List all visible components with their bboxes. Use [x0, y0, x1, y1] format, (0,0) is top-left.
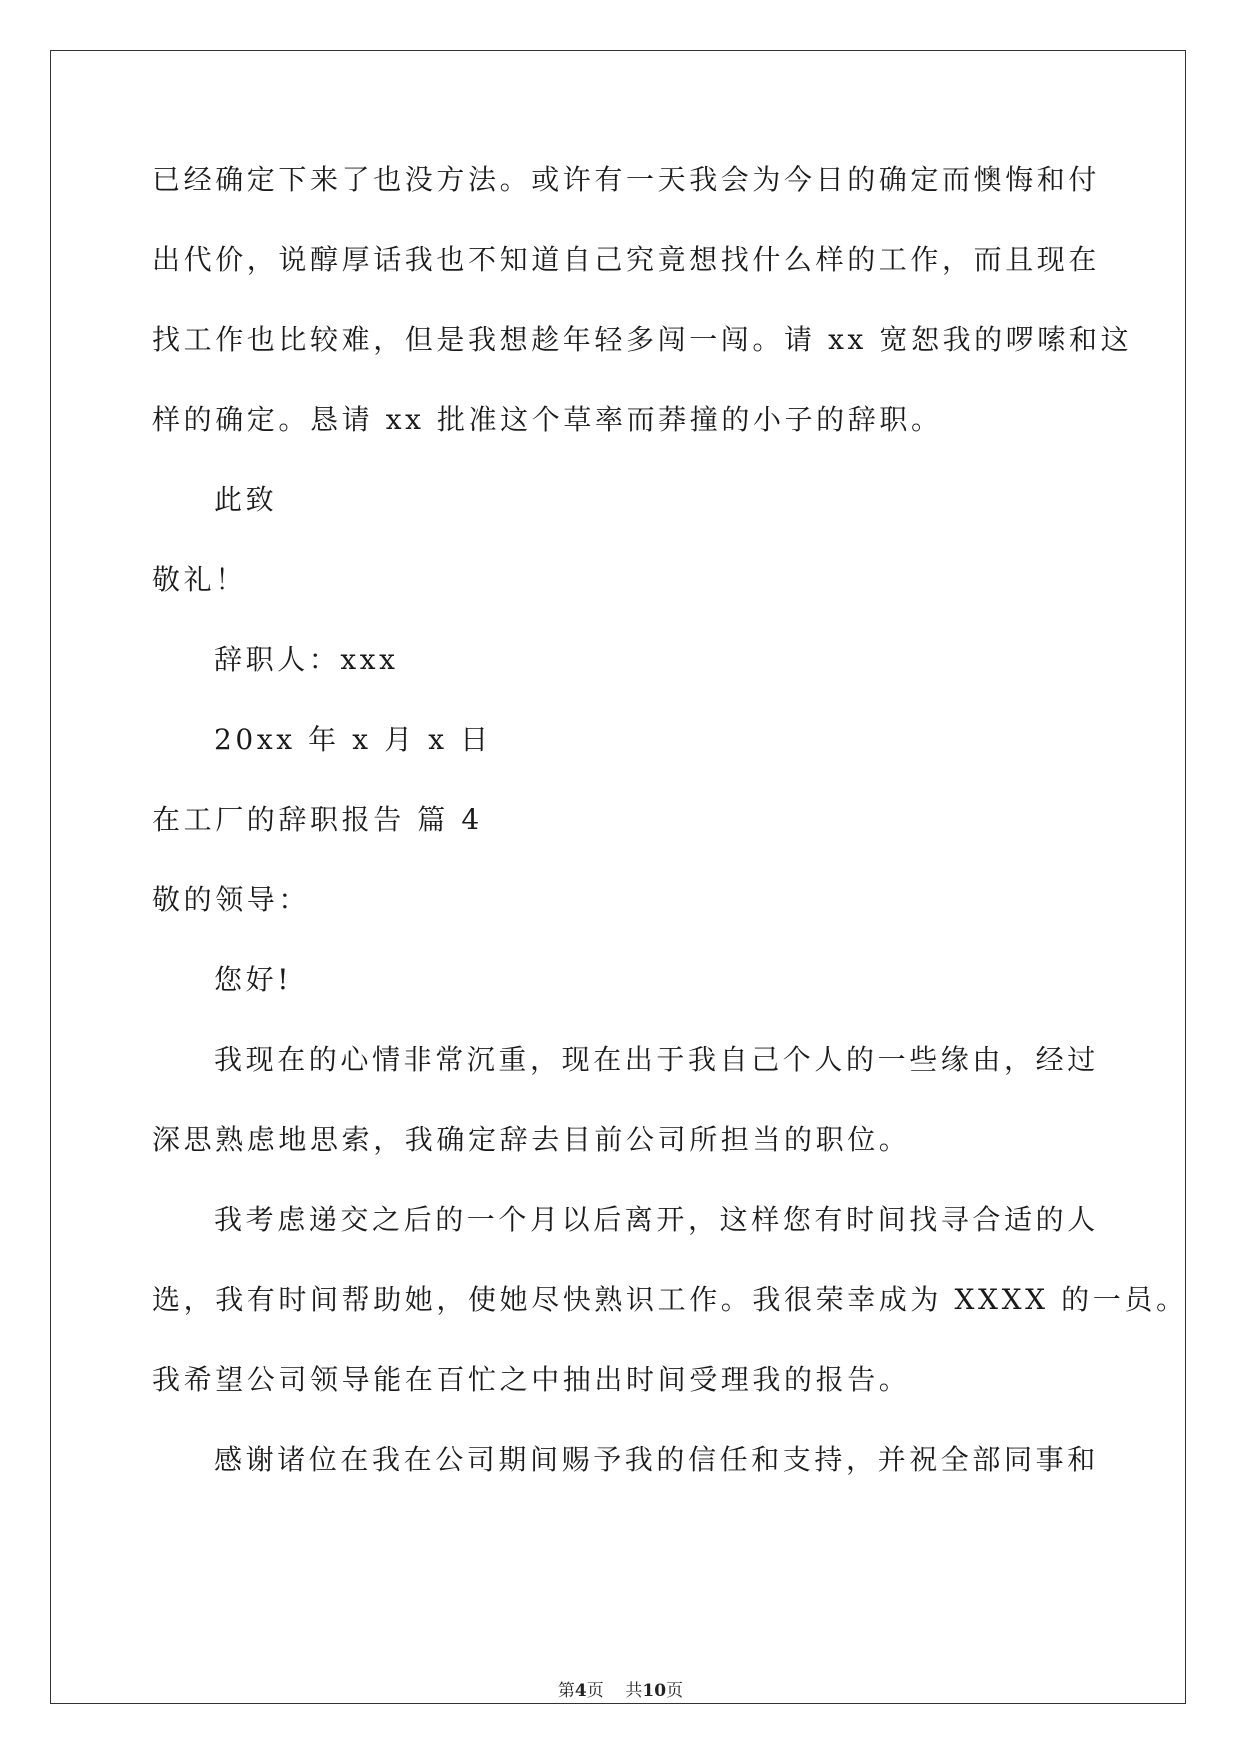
- paragraph-line: 样的确定。恳请 xx 批准这个草率而莽撞的小子的辞职。: [152, 403, 943, 436]
- signature-line: 辞职人：xxx: [214, 643, 399, 676]
- page-suffix: 页: [586, 1681, 604, 1701]
- paragraph-line: 已经确定下来了也没方法。或许有一天我会为今日的确定而懊悔和付: [152, 163, 1101, 196]
- letter-opening: 您好!: [214, 963, 293, 996]
- page-number: 4: [574, 1681, 587, 1701]
- paragraph-line: 出代价，说醇厚话我也不知道自己究竟想找什么样的工作，而且现在: [152, 243, 1101, 276]
- total-pages: 10: [642, 1681, 667, 1701]
- total-suffix: 页: [666, 1681, 684, 1701]
- paragraph-line: 我希望公司领导能在百忙之中抽出时间受理我的报告。: [152, 1363, 911, 1396]
- total-prefix: 共: [625, 1681, 643, 1701]
- letter-greeting: 敬的领导：: [152, 883, 311, 916]
- section-heading: 在工厂的辞职报告 篇 4: [152, 803, 483, 836]
- page-footer: [0, 1680, 1241, 1702]
- paragraph-line: 找工作也比较难，但是我想趁年轻多闯一闯。请 xx 宽恕我的啰嗦和这: [152, 323, 1133, 356]
- paragraph-line: 深思熟虑地思索，我确定辞去目前公司所担当的职位。: [152, 1123, 911, 1156]
- paragraph-line: 感谢诸位在我在公司期间赐予我的信任和支持，并祝全部同事和: [214, 1443, 1099, 1476]
- paragraph-line: 我现在的心情非常沉重，现在出于我自己个人的一些缘由，经过: [214, 1043, 1099, 1076]
- paragraph-line: 我考虑递交之后的一个月以后离开，这样您有时间找寻合适的人: [214, 1203, 1099, 1236]
- page-prefix: 第: [557, 1681, 575, 1701]
- closing-regards: 敬礼！: [152, 563, 247, 596]
- date-line: 20xx 年 x 月 x 日: [214, 723, 492, 756]
- paragraph-line: 选，我有时间帮助她，使她尽快熟识工作。我很荣幸成为 XXXX 的一员。: [152, 1283, 1188, 1316]
- closing-salutation: 此致: [214, 483, 278, 516]
